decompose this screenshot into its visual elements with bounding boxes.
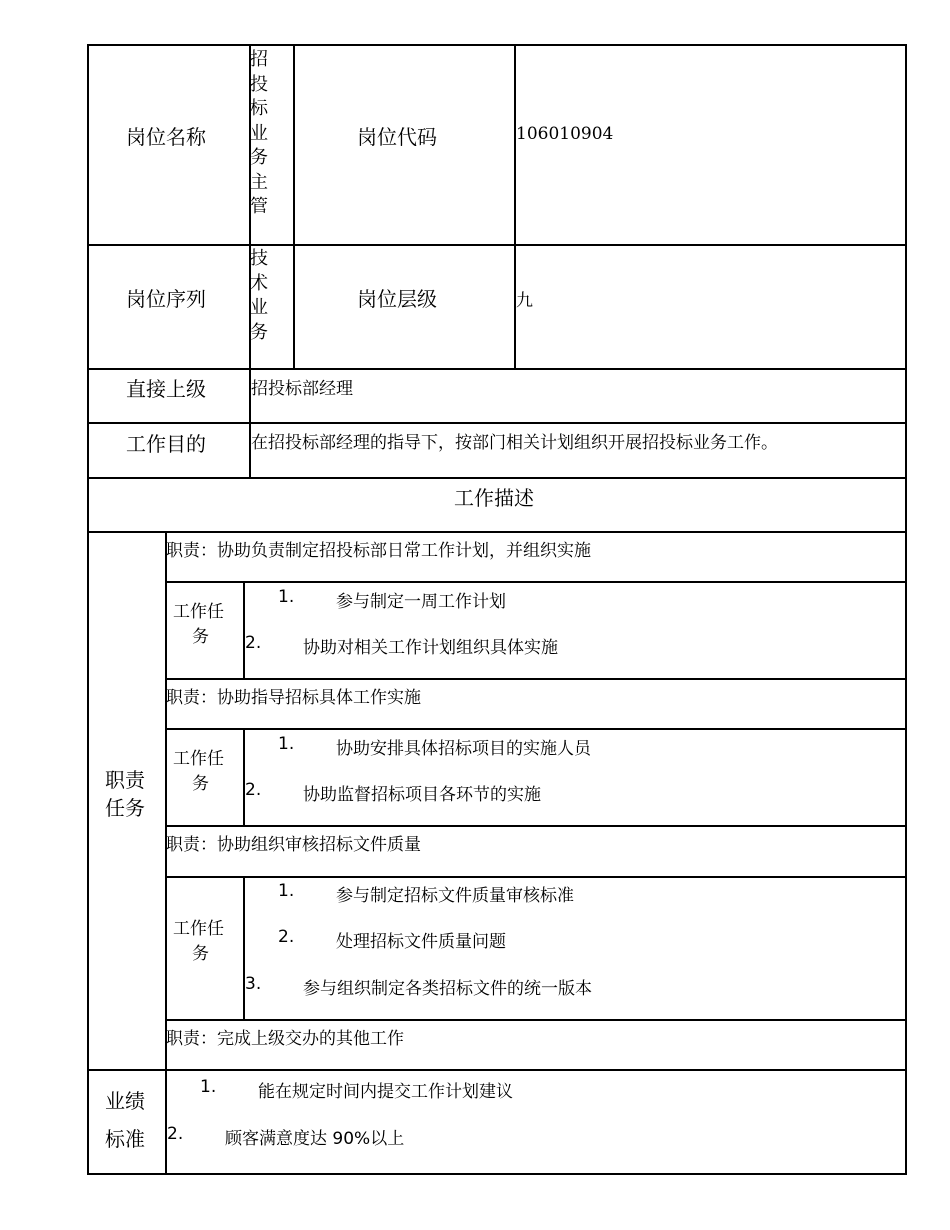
task-text: 参与制定招标文件质量审核标准	[336, 886, 574, 906]
table-border-right	[905, 44, 907, 1175]
duty-title: 职责：完成上级交办的其他工作	[166, 1029, 404, 1049]
row-divider	[165, 1019, 907, 1021]
position-code-value: 106010904	[516, 124, 614, 144]
performance-text: 能在规定时间内提交工作计划建议	[258, 1082, 513, 1102]
sequence-value: 技术业务	[250, 248, 268, 343]
performance-number: 1.	[200, 1077, 217, 1097]
col-divider	[514, 44, 516, 370]
table-border-left	[87, 44, 89, 1175]
row-divider	[165, 678, 907, 680]
row-divider	[87, 244, 907, 246]
task-number: 1.	[278, 587, 295, 607]
position-code-label: 岗位代码	[357, 125, 437, 149]
task-label-line1: 工作任	[173, 919, 224, 939]
duties-label-line2: 任务	[105, 796, 145, 820]
task-number: 2.	[245, 633, 262, 653]
row-divider	[87, 368, 907, 370]
col-divider	[293, 44, 295, 370]
task-text: 协助对相关工作计划组织具体实施	[303, 638, 558, 658]
table-border-top	[87, 44, 907, 46]
task-text: 参与制定一周工作计划	[336, 592, 506, 612]
row-divider	[87, 531, 907, 533]
duty-title: 职责：协助负责制定招投标部日常工作计划，并组织实施	[166, 541, 591, 561]
table-border-bottom	[87, 1173, 907, 1175]
purpose-label: 工作目的	[126, 432, 206, 456]
level-value: 九	[516, 291, 533, 311]
row-divider	[165, 581, 907, 583]
purpose-value: 在招投标部经理的指导下，按部门相关计划组织开展招投标业务工作。	[251, 433, 778, 453]
task-label-line2: 务	[192, 774, 209, 794]
performance-text: 顾客满意度达 90%以上	[225, 1129, 405, 1149]
task-label-line1: 工作任	[173, 602, 224, 622]
col-divider	[243, 581, 245, 680]
position-name-label: 岗位名称	[126, 125, 206, 149]
task-label-line1: 工作任	[173, 749, 224, 769]
task-label-line2: 务	[192, 627, 209, 647]
task-number: 1.	[278, 881, 295, 901]
task-number: 1.	[278, 734, 295, 754]
sequence-label: 岗位序列	[126, 287, 206, 311]
col-divider	[243, 728, 245, 827]
task-text: 处理招标文件质量问题	[336, 932, 506, 952]
row-divider	[87, 477, 907, 479]
row-divider	[165, 876, 907, 878]
task-number: 2.	[245, 780, 262, 800]
task-number: 3.	[245, 974, 262, 994]
row-divider	[87, 1069, 907, 1071]
superior-label: 直接上级	[126, 377, 206, 401]
performance-number: 2.	[167, 1124, 184, 1144]
duty-title: 职责：协助组织审核招标文件质量	[166, 835, 421, 855]
task-number: 2.	[278, 927, 295, 947]
superior-value: 招投标部经理	[251, 379, 353, 399]
performance-label-line1: 业绩	[105, 1089, 145, 1113]
row-divider	[165, 728, 907, 730]
description-title: 工作描述	[454, 486, 534, 510]
task-text: 协助安排具体招标项目的实施人员	[336, 739, 591, 759]
task-label-line2: 务	[192, 944, 209, 964]
row-divider	[165, 825, 907, 827]
position-name-value: 招投标业务主管	[250, 49, 268, 217]
row-divider	[87, 422, 907, 424]
task-text: 参与组织制定各类招标文件的统一版本	[303, 979, 592, 999]
performance-label-line2: 标准	[105, 1127, 145, 1151]
level-label: 岗位层级	[357, 287, 437, 311]
duties-label-line1: 职责	[105, 768, 145, 792]
col-divider	[243, 876, 245, 1021]
task-text: 协助监督招标项目各环节的实施	[303, 785, 541, 805]
duty-title: 职责：协助指导招标具体工作实施	[166, 688, 421, 708]
